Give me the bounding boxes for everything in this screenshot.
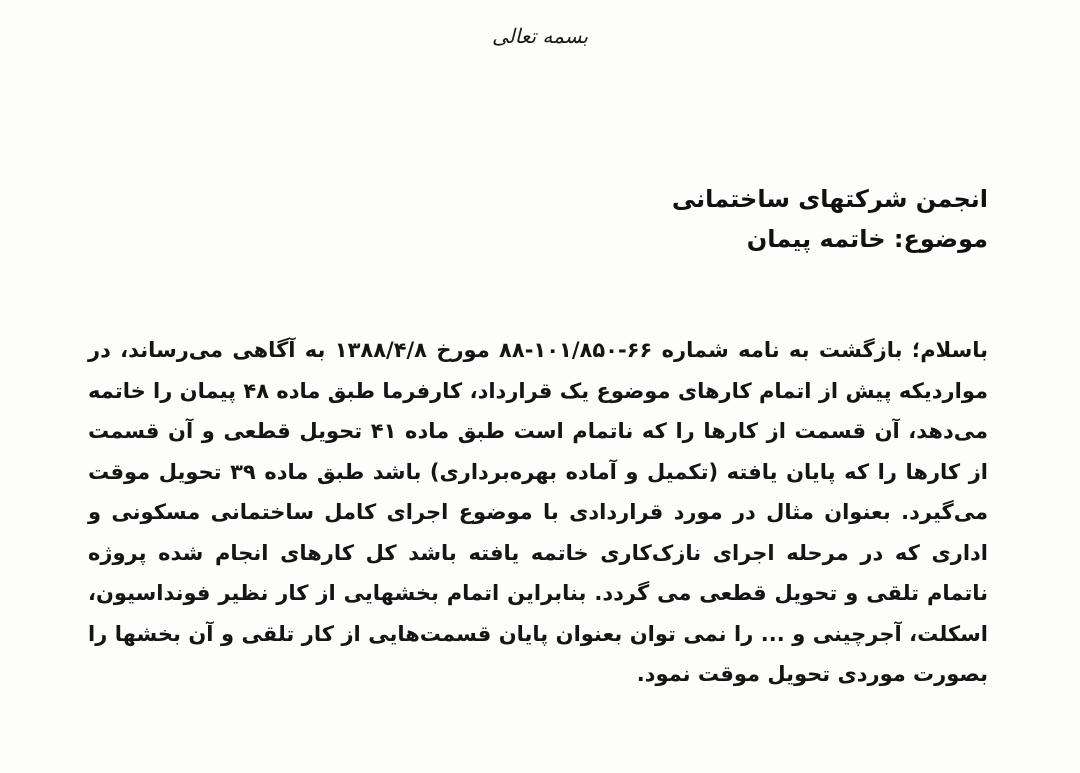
subject-line: موضوع: خاتمه پیمان [746,225,988,253]
invocation-header: بسمه تعالی [491,24,589,48]
recipient-line: انجمن شرکتهای ساختمانی [671,185,988,213]
letter-body [88,330,988,695]
body-paragraph: باسلام؛ بازگشت به نامه شماره ۶۶-۱۰۱/۸۵۰-۸۸ مورخ ۱۳۸۸/۴/۸ به آگاهی می‌رساند، در مواردیکه پیش از اتمام کارهای موضوع یک قرارداد، کارفرما طبق ماده ۴۸ پیمان را خاتمه می‌دهد، آن قسمت از کارها را که ناتمام است طبق ماده ۴۱ تحویل قطعی و آن قسمت از کارها را که پایان یافته (تکمیل و آماده بهره‌برداری) باشد طبق ماده ۳۹ تحویل موقت می‌گیرد. بعنوان مثال در مورد قراردادی با موضوع اجرای کامل ساختمانی مسکونی و اداری که در مرحله اجرای نازک‌کاری خاتمه یافته باشد کل کارهای انجام شده پروژه ناتمام تلقی و تحویل قطعی می گردد. بنابراین اتمام بخشهایی از کار نظیر فونداسیون، اسکلت، آجرچینی و ... را نمی توان بعنوان پایان قسمت‌هایی از کار تلقی و آن بخشها را بصورت موردی تحویل موقت نمود. [88,338,989,686]
